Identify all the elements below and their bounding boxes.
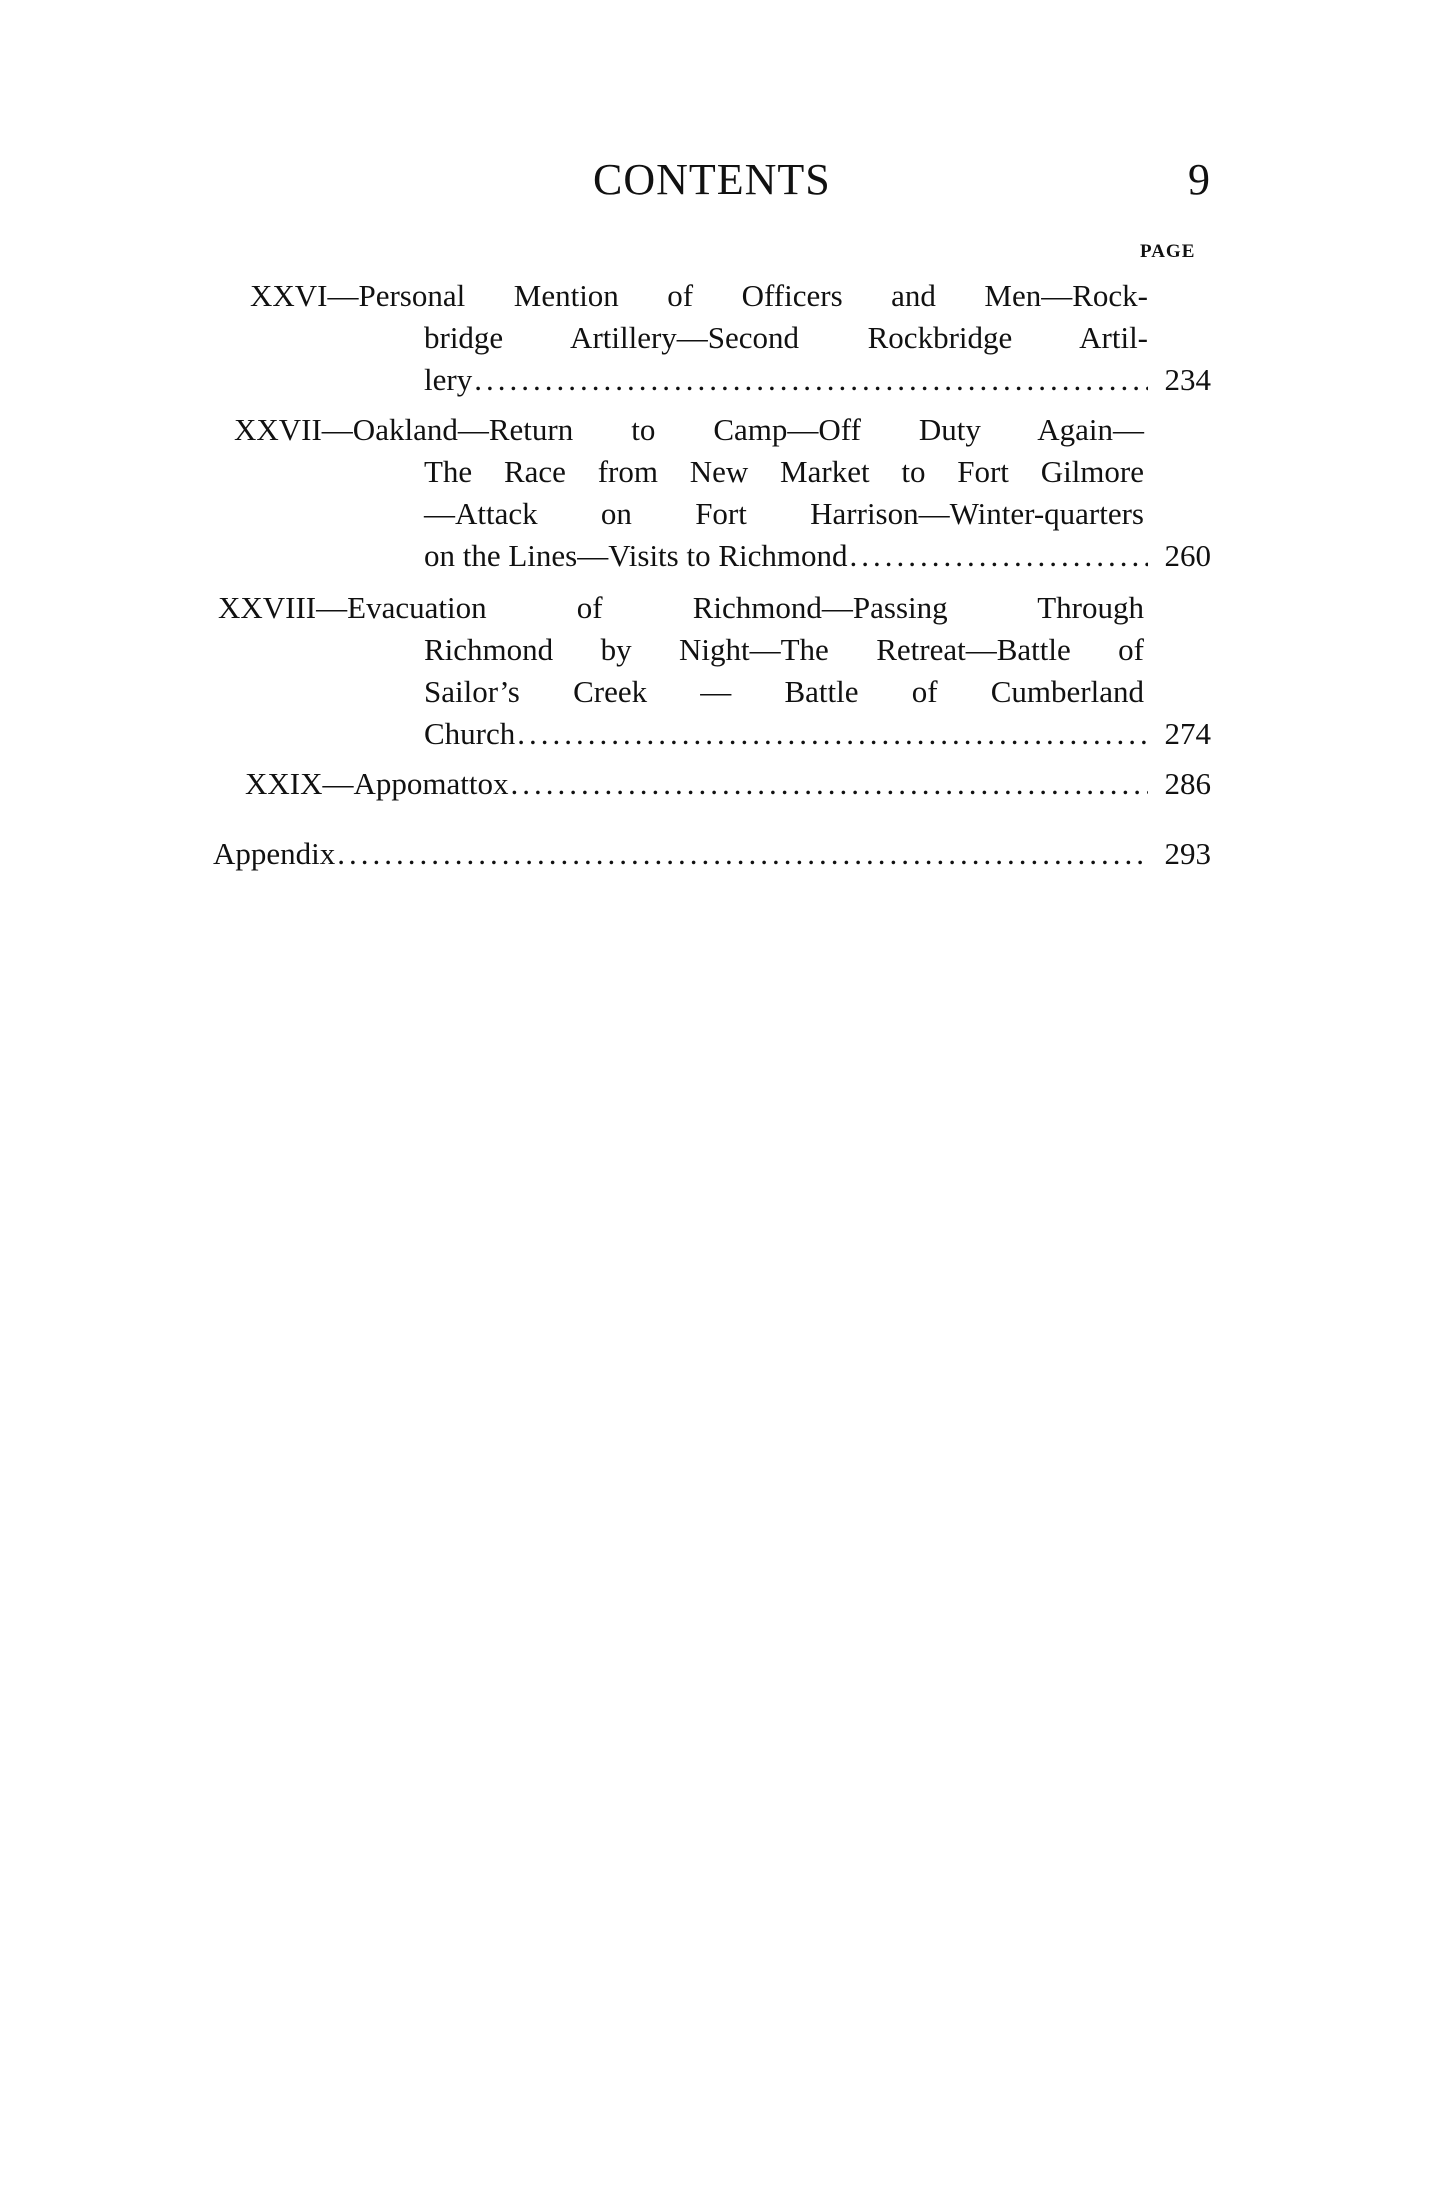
dot-leader (474, 359, 1148, 401)
toc-appendix-line (213, 833, 1148, 875)
toc-entry-28-line-4-text: Church (424, 716, 516, 751)
toc-entry-27-line-1: XXVII—Oakland—Return to Camp—Off Duty Again— (234, 412, 1144, 447)
toc-entry-26-page: 234 (1164, 362, 1211, 397)
toc-entry-27-line-2: The Race from New Market to Fort Gilmore (424, 454, 1144, 489)
dot-leader (517, 713, 1148, 755)
page-header (0, 150, 1431, 210)
running-title: CONTENTS (593, 155, 831, 204)
toc-entry-28-line-4 (424, 713, 1148, 755)
toc-entry-26-line-3 (424, 359, 1148, 401)
dot-leader (850, 535, 1148, 577)
toc-entry-29-line-1 (245, 763, 1148, 805)
toc-entry-28-line-3: Sailor’s Creek — Battle of Cumberland (424, 674, 1144, 709)
toc-entry-28-line-2: Richmond by Night—The Retreat—Battle of (424, 632, 1144, 667)
toc-entry-28-line-1: XXVIII—Evacuation of Richmond—Passing Through (218, 590, 1144, 625)
toc-entry-28-page: 274 (1164, 716, 1211, 751)
toc-entry-27-line-3: —Attack on Fort Harrison—Winter-quarters (424, 496, 1144, 531)
toc-entry-29-line-1-text: XXIX—Appomattox (245, 766, 509, 801)
toc-entry-26-line-2: bridge Artillery—Second Rockbridge Artil- (424, 320, 1148, 355)
page-number: 9 (1188, 155, 1210, 204)
toc-entry-29-page: 286 (1164, 766, 1211, 801)
toc-entry-26-line-1: XXVI—Personal Mention of Officers and Men—Rock- (250, 278, 1148, 313)
dot-leader (337, 833, 1148, 875)
toc-entry-26-line-3-text: lery (424, 362, 473, 397)
toc-entry-27-line-4-text: on the Lines—Visits to Richmond (424, 538, 848, 573)
dot-leader (510, 763, 1148, 805)
toc-entry-27-page: 260 (1164, 538, 1211, 573)
toc-appendix-text: Appendix (213, 836, 336, 871)
toc-entry-27-line-4 (424, 535, 1148, 577)
page-column-label: PAGE (1140, 241, 1196, 262)
toc-appendix-page: 293 (1164, 836, 1211, 871)
